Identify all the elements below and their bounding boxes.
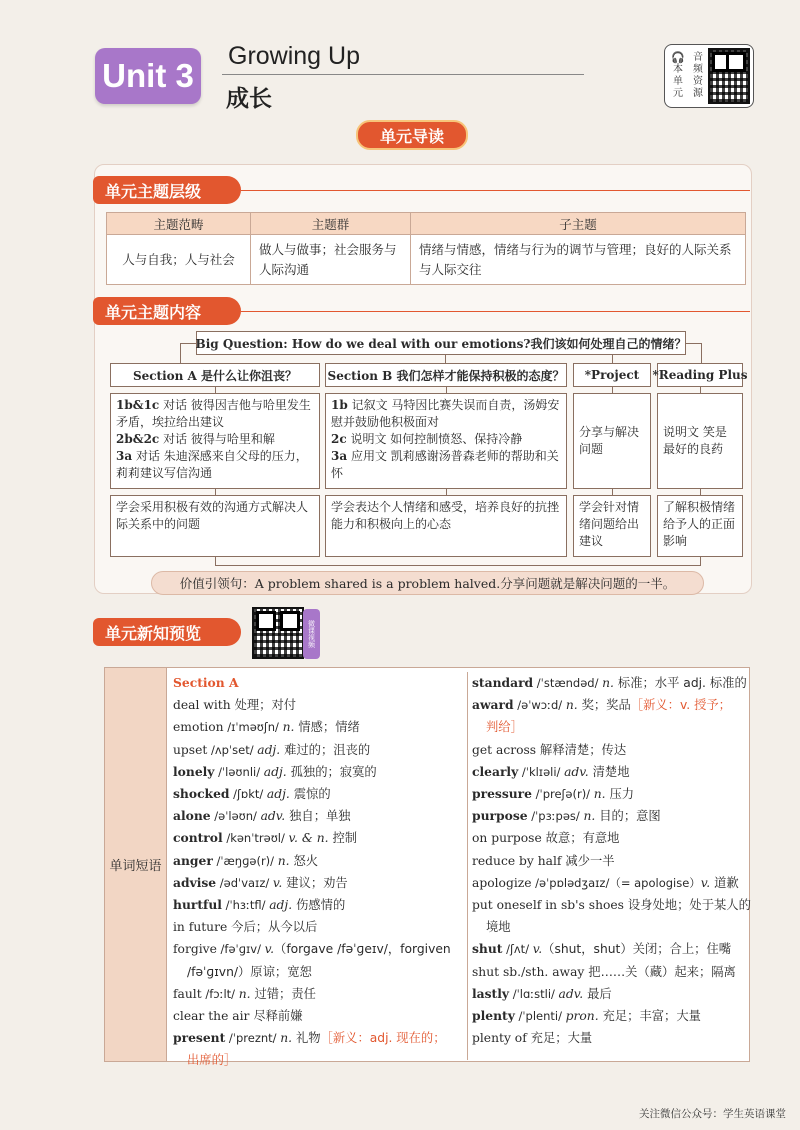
reading-plus-goal: 了解积极情绪给予人的正面影响 (657, 495, 743, 557)
list-item: 2b&2c 对话 彼得与哈里和解 (116, 432, 275, 446)
connector (215, 557, 216, 565)
vocab-meaning: 尽释前嫌 (249, 1009, 303, 1024)
resource-char: 频 (693, 64, 703, 75)
connector (700, 557, 701, 565)
list-item: 3a 应用文 凯莉感谢汤普森老师的帮助和关怀 (331, 449, 559, 480)
vocab-meaning: 震惊的 (289, 787, 331, 802)
vocab-meaning: 难过的；沮丧的 (280, 742, 371, 757)
vocab-word: lastly (472, 985, 510, 1001)
vocab-word: shut sb./sth. away (472, 964, 585, 979)
theme-content-heading: 单元主题内容 (93, 297, 241, 325)
vocab-label: 单词短语 (105, 668, 167, 1061)
section-b-goal: 学会表达个人情绪和感受，培养良好的抗挫能力和积极向上的心态 (325, 495, 567, 557)
vocab-pos: adj. (257, 742, 281, 757)
vocab-meaning: 过错；责任 (250, 986, 316, 1001)
qr-code-icon[interactable] (708, 48, 750, 104)
vocab-word: forgive (173, 942, 217, 957)
resource-label-col1 (668, 52, 688, 100)
theme-level-table (106, 212, 746, 285)
vocab-word: standard (472, 675, 534, 690)
vocab-word: fault (173, 986, 202, 1001)
vocab-word: in future (173, 920, 228, 935)
vocab-phonetic: /ˈplenti/ (514, 1009, 566, 1024)
vocab-item (472, 805, 749, 827)
section-b-items (325, 393, 567, 489)
vocab-word: put oneself in sb's shoes (472, 898, 624, 913)
section-b-head: Section B 我们怎样才能保持积极的态度？ (325, 363, 567, 387)
vocab-column-right (467, 672, 749, 1060)
footer-note: 关注微信公众号：学生英语课堂 (639, 1108, 786, 1120)
vocab-meaning: 充足；丰富；大量 (598, 1009, 701, 1024)
connector (686, 343, 702, 344)
resource-char: 资 (693, 76, 703, 87)
table-header-cell: 子主题 (411, 213, 746, 235)
vocab-meaning: 伤感情的 (292, 898, 346, 913)
resource-char: 元 (673, 88, 683, 99)
vocab-phonetic: /kənˈtrəʊl/ (222, 831, 289, 846)
vocab-word: clearly (472, 763, 519, 779)
vocab-meaning: 控制 (328, 831, 358, 846)
vocab-item (173, 761, 465, 783)
vocab-pos: n. (602, 676, 614, 690)
resource-char: 源 (693, 88, 703, 99)
vocab-item (173, 894, 465, 916)
vocab-item (472, 938, 749, 960)
vocab-column-left (173, 672, 465, 1072)
vocab-pos: adj. (266, 787, 290, 802)
resource-char: 单 (673, 76, 683, 87)
unit-badge: Unit 3 (95, 48, 201, 104)
vocab-meaning: 解释清楚；传达 (536, 742, 627, 757)
vocab-meaning: 标准；水平 adj. 标准的 (613, 676, 747, 690)
vocab-pos: n. (565, 698, 578, 713)
connector (215, 565, 701, 566)
vocab-phonetic: /ˈpɜːpəs/ (527, 809, 584, 824)
vocab-word: plenty of (472, 1031, 527, 1046)
unit-guide-banner: 单元导读 (356, 120, 468, 150)
vocab-word: on purpose (472, 831, 542, 846)
title-divider (222, 74, 584, 75)
vocab-phonetic: /əˈpɒlədʒaɪz/（= apologise） (531, 875, 701, 890)
vocab-phonetic: /ˈhɜːtfl/ (221, 898, 270, 913)
reading-plus-head: *Reading Plus (657, 363, 743, 387)
vocab-meaning: 目的；意图 (595, 809, 661, 824)
vocab-meaning: 怒火 (289, 853, 319, 868)
vocab-word: deal with (173, 698, 231, 713)
headphone-icon: 🎧 (671, 51, 685, 64)
vocab-word: award (472, 697, 514, 713)
vocab-item (173, 716, 465, 738)
vocab-phonetic: /ˈpreznt/ (225, 1031, 281, 1046)
unit-title-en: Growing Up (228, 42, 360, 70)
vocab-item (472, 1027, 749, 1049)
vocab-word: advise (173, 874, 217, 890)
project-goal: 学会针对情绪问题给出建议 (573, 495, 651, 557)
vocab-pos: adv. (260, 809, 286, 824)
section-a-goal: 学会采用积极有效的沟通方式解决人际关系中的问题 (110, 495, 320, 557)
vocab-pos: adv. (558, 986, 584, 1001)
vocab-pos: n. (280, 1031, 293, 1046)
vocab-item (472, 761, 749, 783)
connector (445, 355, 446, 363)
vocab-item (173, 983, 465, 1005)
vocab-word: anger (173, 852, 213, 868)
heading-rule (241, 311, 750, 312)
vocab-word: plenty (472, 1008, 515, 1024)
vocab-meaning: 孤独的；寂寞的 (286, 764, 377, 779)
vocab-meaning: 充足；大量 (526, 1031, 593, 1046)
vocab-new-meaning: ［新义：v. 授予； (630, 698, 731, 713)
vocab-item (173, 961, 465, 983)
vocab-phonetic: /ədˈvaɪz/ (216, 875, 273, 890)
vocab-item (472, 672, 749, 694)
vocab-pos: v. (272, 875, 283, 890)
vocab-phonetic: /ˈpreʃə(r)/ (532, 787, 594, 802)
vocab-pos: v. (700, 875, 711, 890)
vocab-item (173, 1049, 465, 1071)
vocab-pos: n. (282, 720, 295, 735)
vocab-item (472, 961, 749, 983)
vocab-pos: adj. (263, 764, 287, 779)
resource-char: 本 (673, 64, 683, 75)
connector (180, 343, 196, 344)
vocab-item (173, 1005, 465, 1027)
table-header-cell: 主题群 (251, 213, 411, 235)
vocab-word: shocked (173, 786, 230, 802)
vocab-new-meaning: 出席的］ (187, 1053, 237, 1068)
vocab-phonetic: /ˈklɪəli/ (518, 764, 565, 779)
vocab-meaning: 独自；单独 (285, 809, 351, 824)
vocab-meaning: 情感；情绪 (294, 720, 360, 735)
vocab-continuation: 境地 (486, 920, 511, 935)
vocab-pos: n. (583, 809, 596, 824)
vocab-new-meaning: 判给］ (486, 720, 523, 735)
vocab-preview-heading: 单元新知预览 (93, 618, 241, 646)
vocab-item (472, 983, 749, 1005)
vocab-phonetic: /fəˈɡɪv/ (216, 942, 265, 957)
table-row (107, 235, 746, 285)
vocab-meaning: 处理；对付 (230, 698, 297, 713)
vocab-word: reduce by half (472, 853, 562, 868)
qr-code-icon[interactable] (252, 607, 304, 659)
vocab-pos: n. (238, 986, 251, 1001)
vocab-phonetic: /əˈwɔːd/ (513, 698, 566, 713)
project-head: *Project (573, 363, 651, 387)
vocab-item (472, 916, 749, 938)
vocab-section-title: Section A (173, 675, 239, 690)
vocab-new-meaning: ［新义：adj. 现在的； (320, 1031, 446, 1046)
connector (701, 343, 702, 363)
vocab-phonetic: /fɔːlt/ (201, 986, 239, 1001)
list-item: 1b 记叙文 马特因比赛失误而自责，汤姆安慰并鼓励他积极面对 (331, 398, 560, 429)
vocab-phonetic: /ʌpˈset/ (207, 742, 258, 757)
vocab-word: get across (472, 742, 537, 757)
vocab-item (173, 872, 465, 894)
vocab-item (472, 894, 749, 916)
vocab-item (173, 694, 465, 716)
vocab-word: hurtful (173, 897, 222, 913)
heading-rule (241, 190, 750, 191)
unit-title-cn: 成长 (226, 86, 272, 112)
table-header-cell: 主题范畴 (107, 213, 251, 235)
big-question: Big Question: How do we deal with our emotions?我们该如何处理自己的情绪？ (196, 331, 686, 355)
vocab-meaning: 今后；从今以后 (227, 920, 318, 935)
vocab-pos: pron. (565, 1009, 599, 1024)
vocab-pos: v. (264, 942, 275, 957)
vocab-phonetic: /ˈləʊnli/ (214, 764, 264, 779)
vocab-word: apologize (472, 875, 532, 890)
vocab-item (472, 716, 749, 738)
table-cell: 情绪与情感，情绪与行为的调节与管理；良好的人际关系与人际交往 (411, 235, 746, 285)
vocab-word: control (173, 830, 223, 846)
vocab-phonetic: /ˈlɑːstli/ (509, 986, 559, 1001)
vocab-item (173, 1027, 465, 1049)
vocab-word: purpose (472, 808, 528, 824)
connector (612, 355, 613, 363)
connector (180, 343, 181, 363)
vocab-phonetic: /ˈstændəd/ (533, 676, 603, 690)
vocab-item (173, 783, 465, 805)
vocab-pos: n. (593, 787, 606, 802)
vocab-word: clear the air (173, 1009, 250, 1024)
vocab-meaning: 礼物 (292, 1031, 321, 1046)
vocab-item (472, 694, 749, 716)
theme-level-heading: 单元主题层级 (93, 176, 241, 204)
list-item: 2c 说明文 如何控制愤怒、保持冷静 (331, 432, 523, 446)
vocab-meaning: 建议；劝告 (282, 875, 348, 890)
vocab-item (472, 850, 749, 872)
vocab-meaning: 清楚地 (588, 764, 630, 779)
vocab-meaning: 设身处地；处于某人的 (624, 898, 751, 913)
value-statement: 价值引领句：A problem shared is a problem halved.分享问题就是解决问题的一半。 (151, 571, 704, 595)
vocab-word: present (173, 1030, 226, 1046)
vocab-phonetic: /ʃʌt/ (502, 942, 533, 957)
vocab-item (173, 850, 465, 872)
vocab-item (472, 783, 749, 805)
vocab-word: shut (472, 941, 503, 957)
vocab-meaning: 奖；奖品 (577, 698, 631, 713)
resource-label-col2 (688, 52, 708, 100)
reading-plus-topic: 说明文 笑是最好的良药 (657, 393, 743, 489)
vocab-meaning: （forgave /fəˈɡeɪv/，forgiven (274, 942, 451, 957)
vocab-item (472, 827, 749, 849)
section-a-head: Section A 是什么让你沮丧？ (110, 363, 320, 387)
vocab-word: upset (173, 742, 208, 757)
vocab-continuation: /fəˈɡɪvn/）原谅；宽恕 (187, 964, 312, 979)
resource-char: 音 (693, 52, 703, 63)
vocab-meaning: 故意；有意地 (541, 831, 620, 846)
vocab-phonetic: /əˈləʊn/ (210, 809, 261, 824)
vocab-word: lonely (173, 763, 215, 779)
vocab-phonetic: /ˈæŋɡə(r)/ (212, 853, 278, 868)
vocab-meaning: 道歉 (710, 875, 739, 890)
table-cell: 人与自我；人与社会 (107, 235, 251, 285)
vocab-word: emotion (173, 720, 224, 735)
vocab-item (173, 938, 465, 960)
vocab-item (472, 739, 749, 761)
vocab-phonetic: /ɪˈməʊʃn/ (223, 720, 283, 735)
vocab-item (173, 916, 465, 938)
section-a-items (110, 393, 320, 489)
table-header-row (107, 213, 746, 235)
vocab-phonetic: /ʃɒkt/ (229, 787, 267, 802)
vocab-item (472, 1005, 749, 1027)
vocab-item (173, 739, 465, 761)
vocab-item (472, 872, 749, 894)
vocab-table (104, 667, 751, 1068)
vocab-item (173, 805, 465, 827)
micro-lesson-badge[interactable]: 微课视频 (303, 609, 320, 659)
unit-audio-resource[interactable] (664, 44, 754, 108)
vocab-meaning: 减少一半 (561, 853, 615, 868)
vocab-item (173, 827, 465, 849)
project-topic: 分享与解决问题 (573, 393, 651, 489)
table-cell: 做人与做事；社会服务与人际沟通 (251, 235, 411, 285)
vocab-pos: v. & n. (288, 831, 329, 846)
vocab-meaning: 最后 (583, 986, 612, 1001)
vocab-pos: adv. (564, 764, 589, 779)
list-item: 3a 对话 朱迪深感来自父母的压力，莉莉建议写信沟通 (116, 449, 308, 480)
vocab-meaning: 压力 (605, 787, 635, 802)
vocab-meaning: （shut，shut）关闭；合上；住嘴 (542, 942, 732, 957)
vocab-pos: n. (277, 853, 290, 868)
vocab-pos: v. (532, 942, 543, 957)
vocab-meaning: 把……关（藏）起来；隔离 (584, 964, 736, 979)
vocab-word: alone (173, 808, 211, 824)
vocab-pos: adj. (269, 898, 293, 913)
list-item: 1b&1c 对话 彼得因吉他与哈里发生矛盾，埃拉给出建议 (116, 398, 311, 429)
vocab-word: pressure (472, 786, 532, 802)
